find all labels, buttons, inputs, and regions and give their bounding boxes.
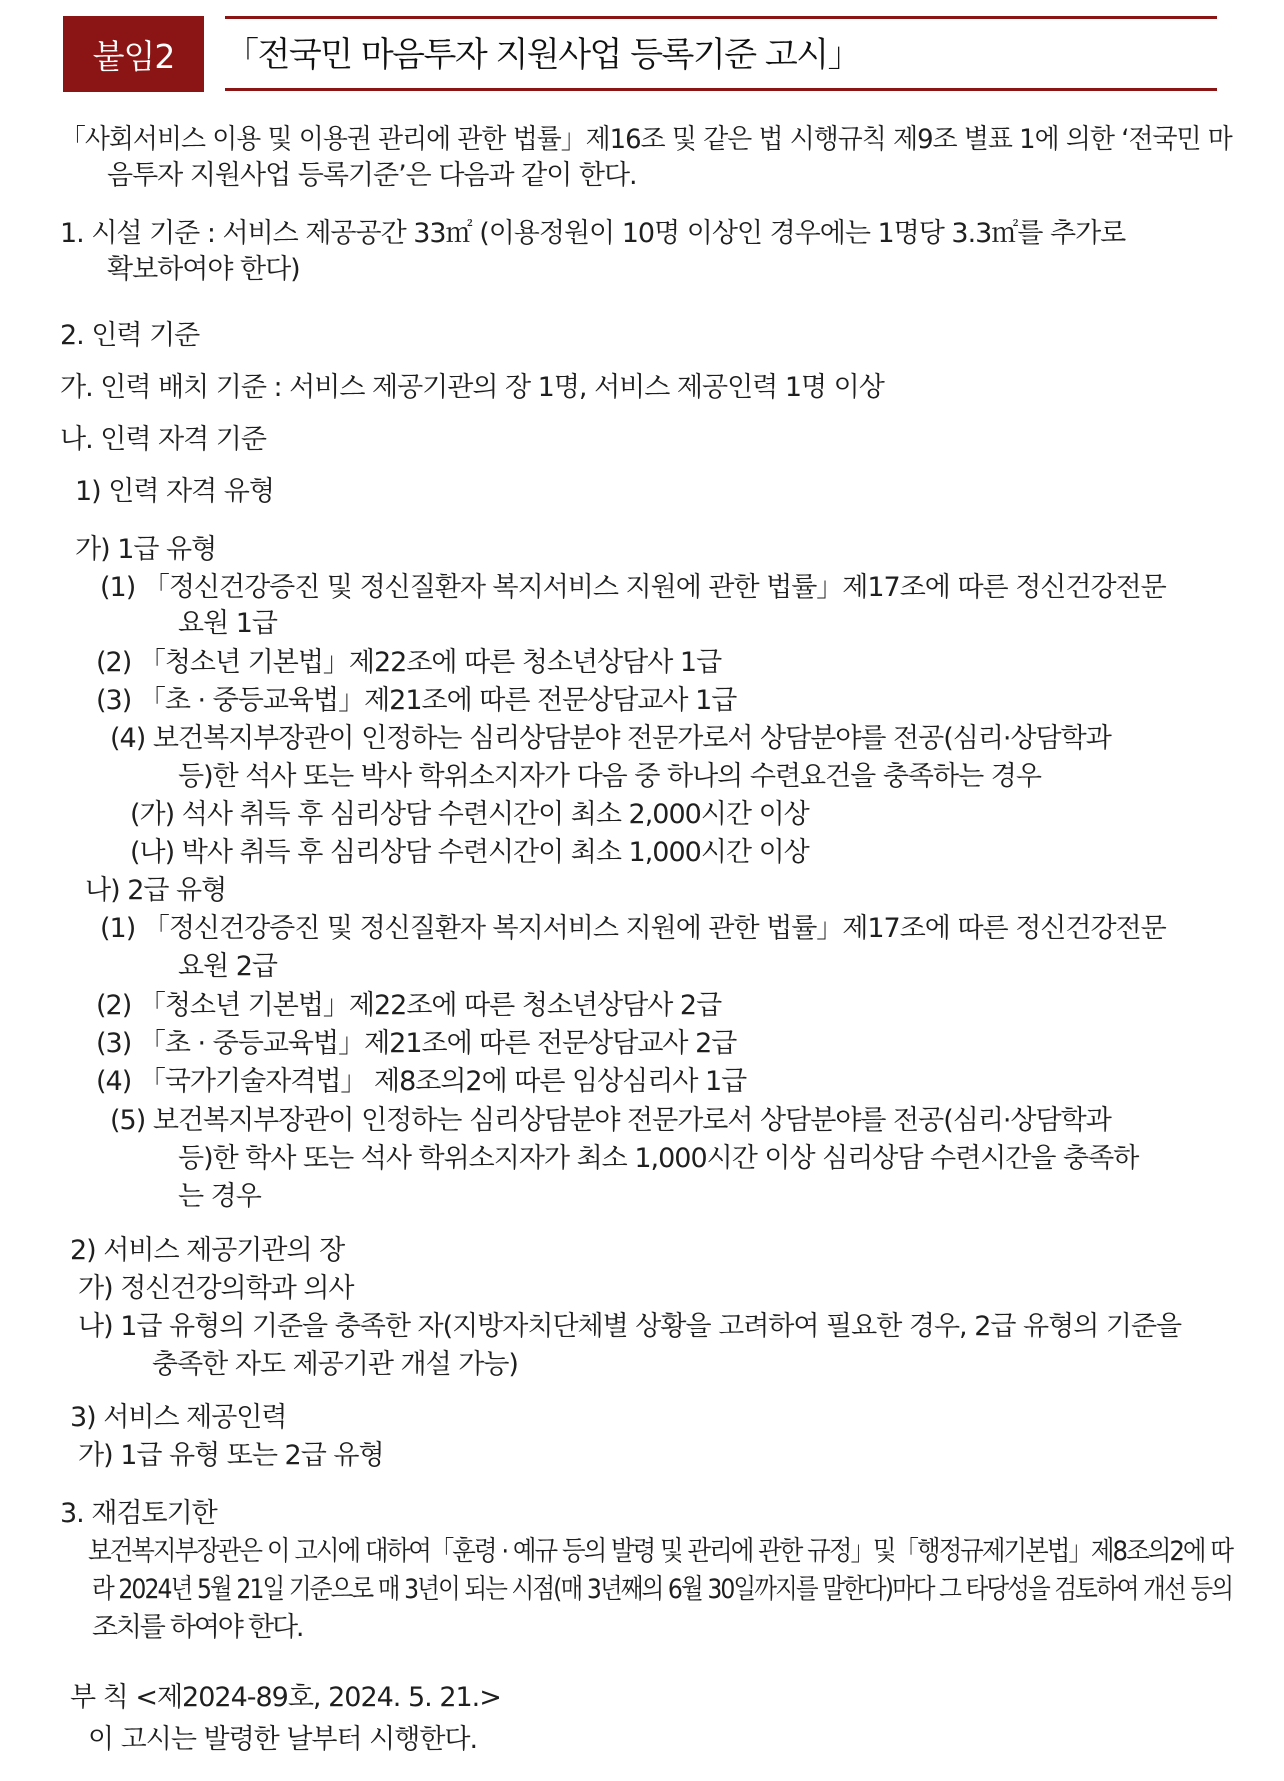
attachment-tag: 붙임2	[63, 16, 204, 92]
effective-date-text: 이 고시는 발령한 날부터 시행한다.	[88, 1724, 478, 1755]
intro-line: 음투자 지원사업 등록기준’은 다음과 같이 한다.	[107, 160, 637, 191]
title-top-rule	[225, 16, 1217, 19]
intro-line: 「사회서비스 이용 및 이용권 관리에 관한 법률」제16조 및 같은 법 시행규칙 제9조 별표 1에 의한 ‘전국민 마	[60, 124, 1232, 155]
document-title: 「전국민 마음투자 지원사업 등록기준 고시」	[225, 35, 861, 75]
title-bottom-rule	[225, 88, 1217, 91]
grade-2-item: (3) 「초 · 중등교육법」제21조에 따른 전문상담교사 2급	[96, 1028, 737, 1059]
grade-2-item: 요원 2급	[178, 951, 278, 982]
grade-2-item: 는 경우	[178, 1181, 261, 1212]
review-deadline-text: 라 2024년 5월 21일 기준으로 매 3년이 되는 시점(매 3년째의 6월 30일까지를 말한다)마다 그 타당성을 검토하여 개선 등의	[92, 1574, 1233, 1605]
grade-2-item: (1) 「정신건강증진 및 정신질환자 복지서비스 지원에 관한 법률」제17조에 따른 정신건강전문	[100, 913, 1166, 944]
grade-2-item: (2) 「청소년 기본법」제22조에 따른 청소년상담사 2급	[96, 990, 722, 1021]
section-3-heading: 3. 재검토기한	[60, 1498, 217, 1529]
grade-2-heading: 나) 2급 유형	[85, 875, 227, 906]
qualification-types-heading: 1) 인력 자격 유형	[75, 476, 274, 507]
review-deadline-text: 보건복지부장관은 이 고시에 대하여「훈령 · 예규 등의 발령 및 관리에 관한 규정」및「행정규제기본법」제8조의2에 따	[88, 1536, 1232, 1567]
staffing-placement-criteria: 가. 인력 배치 기준 : 서비스 제공기관의 장 1명, 서비스 제공인력 1명 이상	[60, 372, 884, 403]
grade-2-item: 등)한 학사 또는 석사 학위소지자가 최소 1,000시간 이상 심리상담 수련시간을 충족하	[178, 1143, 1139, 1174]
service-staff-heading: 3) 서비스 제공인력	[70, 1402, 287, 1433]
facility-head-heading: 2) 서비스 제공기관의 장	[70, 1235, 345, 1266]
facility-head-item: 가) 정신건강의학과 의사	[78, 1273, 354, 1304]
grade-1-subitem: (가) 석사 취득 후 심리상담 수련시간이 최소 2,000시간 이상	[130, 799, 809, 830]
grade-1-subitem: (나) 박사 취득 후 심리상담 수련시간이 최소 1,000시간 이상	[130, 837, 809, 868]
facility-head-item: 나) 1급 유형의 기준을 충족한 자(지방자치단체별 상황을 고려하여 필요한 경우, 2급 유형의 기준을	[78, 1311, 1182, 1342]
grade-1-item: (4) 보건복지부장관이 인정하는 심리상담분야 전문가로서 상담분야를 전공(심리·상담학과	[110, 723, 1111, 754]
service-staff-item: 가) 1급 유형 또는 2급 유형	[78, 1440, 384, 1471]
grade-1-item: 요원 1급	[178, 608, 278, 639]
grade-2-item: (4) 「국가기술자격법」 제8조의2에 따른 임상심리사 1급	[96, 1066, 747, 1097]
facility-head-item: 충족한 자도 제공기관 개설 가능)	[152, 1349, 518, 1380]
section-1-text: 1. 시설 기준 : 서비스 제공공간 33㎡ (이용정원이 10명 이상인 경우에는 1명당 3.3㎡를 추가로	[60, 218, 1126, 249]
supplementary-provision-heading: 부 칙 <제2024-89호, 2024. 5. 21.>	[70, 1682, 501, 1713]
grade-2-item: (5) 보건복지부장관이 인정하는 심리상담분야 전문가로서 상담분야를 전공(심리·상담학과	[110, 1105, 1111, 1136]
section-2-heading: 2. 인력 기준	[60, 320, 200, 351]
grade-1-item: (2) 「청소년 기본법」제22조에 따른 청소년상담사 1급	[96, 647, 722, 678]
grade-1-item: (3) 「초 · 중등교육법」제21조에 따른 전문상담교사 1급	[96, 685, 737, 716]
grade-1-heading: 가) 1급 유형	[75, 534, 217, 565]
staff-qualification-heading: 나. 인력 자격 기준	[60, 424, 266, 455]
section-1-text: 확보하여야 한다)	[107, 254, 300, 285]
grade-1-item: (1) 「정신건강증진 및 정신질환자 복지서비스 지원에 관한 법률」제17조에 따른 정신건강전문	[100, 572, 1166, 603]
grade-1-item: 등)한 석사 또는 박사 학위소지자가 다음 중 하나의 수련요건을 충족하는 경우	[178, 761, 1041, 792]
review-deadline-text: 조치를 하여야 한다.	[92, 1612, 303, 1643]
